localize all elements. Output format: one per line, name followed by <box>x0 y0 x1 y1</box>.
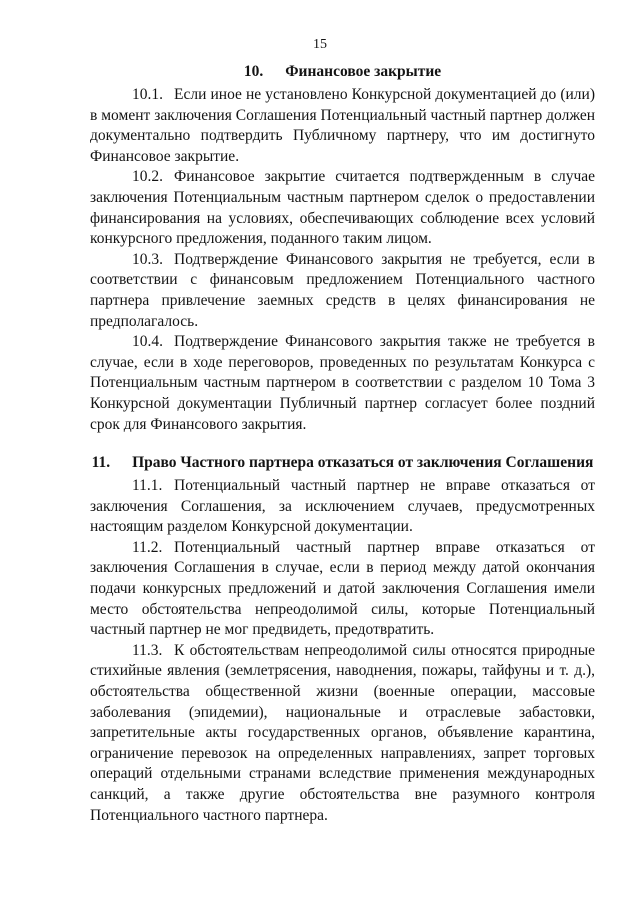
paragraph-number: 11.2. <box>132 538 163 556</box>
paragraph-text: Подтверждение Финансового закрытия также не требуется в случае, если в ходе переговоров, проведенных по результатам Конкурса с Потенциальным частным партнером в соответствии с разделом 10 Тома 3 Конкурсной документации Публичный партнер согласует более поздний срок для Финансового закрытия. <box>90 333 595 433</box>
paragraph-number: 10.3. <box>132 250 163 268</box>
paragraph-number: 11.3. <box>132 641 163 659</box>
paragraph-11-2 <box>90 538 595 641</box>
paragraph-number: 11.1. <box>132 477 163 495</box>
paragraph-10-2 <box>90 167 595 249</box>
section-number: 10. <box>243 63 264 80</box>
paragraph-text: Потенциальный частный партнер не вправе отказаться от заключения Соглашения, за исключением случаев, предусмотренных настоящим разделом Конкурсной документации. <box>90 477 595 536</box>
section-title: Финансовое закрытие <box>285 63 442 80</box>
paragraph-10-4 <box>90 332 595 435</box>
paragraph-number: 10.4. <box>132 333 163 351</box>
paragraph-10-1 <box>90 85 595 167</box>
paragraph-10-3 <box>90 250 595 332</box>
paragraph-text: Финансовое закрытие считается подтвержденным в случае заключения Потенциальным частным партнером сделок о предоставлении финансирования на условиях, обеспечивающих соблюдение всех условий конкурсного предложения, поданного таким лицом. <box>90 168 595 248</box>
paragraph-text: Потенциальный частный партнер вправе отказаться от заключения Соглашения в случае, если в период между датой окончания подачи конкурсных предложений и датой заключения Соглашения имели место обстоятельства непреодолимой силы, которые Потенциальный частный партнер не мог предвидеть, предотвратить. <box>90 538 595 639</box>
document-body <box>90 62 595 826</box>
paragraph-11-3 <box>90 641 595 826</box>
paragraph-text: Если иное не установлено Конкурсной документацией до (или) в момент заключения Соглашения Потенциальный частный партнер должен документально подтвердить Публичному партнеру, что им достигнуто Финансовое закрытие. <box>90 86 595 165</box>
section-title: Право Частного партнера отказаться от заключения Соглашения <box>132 454 594 472</box>
page-number: 15 <box>313 37 327 52</box>
paragraph-text: Подтверждение Финансового закрытия не требуется, если в соответствии с финансовым предложением Потенциального частного партнера привлечение заемных средств в целях финансирования не предполагалось. <box>90 250 595 330</box>
paragraph-text: К обстоятельствам непреодолимой силы относятся природные стихийные явления (землетрясения, наводнения, пожары, тайфуны и т. д.), обстоятельства общественной жизни (военные операции, массовые заболевания (эпидемии), национальные и отраслевые забастовки, запретительные акты государственных органов, объявление карантина, ограничение перевозок на определенных направлениях, запрет торговых операций отдельными странами вследствие применения международных санкций, а также другие обстоятельства вне разумного контроля Потенциального частного партнера. <box>90 641 595 824</box>
paragraph-number: 10.1. <box>132 86 163 103</box>
paragraph-11-1 <box>90 476 595 538</box>
section-number: 11. <box>91 454 111 472</box>
section-heading-11 <box>90 453 595 473</box>
section-heading-10 <box>90 62 595 82</box>
paragraph-number: 10.2. <box>132 168 163 186</box>
